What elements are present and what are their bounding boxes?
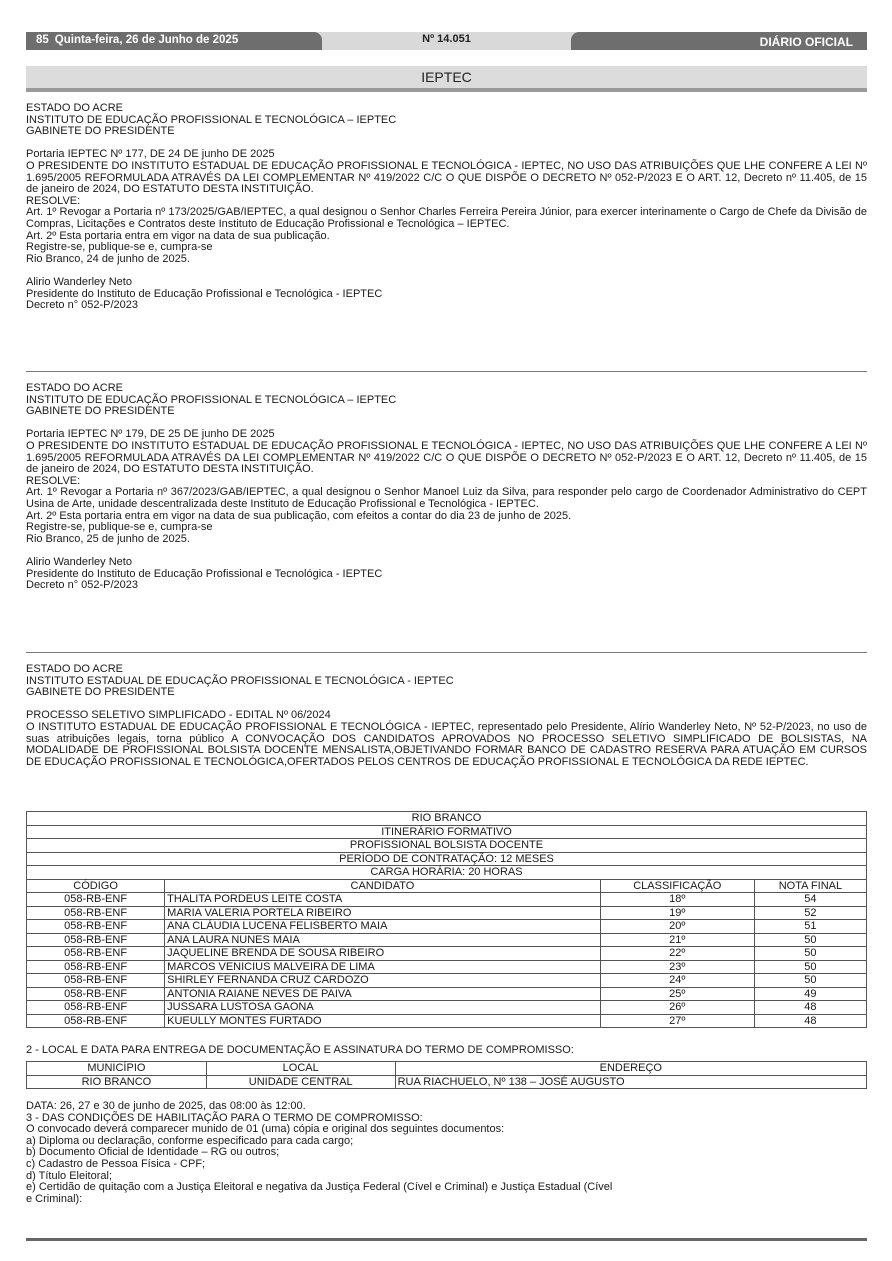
section-title: IEPTEC — [26, 66, 867, 92]
table-row — [27, 893, 867, 907]
journal-name: DIÁRIO OFICIAL — [759, 35, 853, 49]
cell-candidato: JUSSARA LUSTOSA GAONA — [165, 1001, 601, 1015]
doc-item: b) Documento Oficial de Identidade – RG ou outros; — [26, 1146, 280, 1159]
cell-endereco: RUA RIACHUELO, Nº 138 – JOSÉ AUGUSTO — [395, 1075, 866, 1089]
org-line: GABINETE DO PRESIDENTE — [26, 405, 175, 418]
caption-row: PROFISSIONAL BOLSISTA DOCENTE — [27, 839, 867, 853]
table-row — [27, 920, 867, 934]
cell-codigo: 058-RB-ENF — [27, 974, 165, 988]
edital-preamble: O INSTITUTO ESTADUAL DE EDUCAÇÃO PROFISSIONAL E TECNOLÓGICA - IEPTEC, representado pelo Presidente, Alírio Wanderley Neto, Nº 52-P/2023, no uso de suas atribuições legais, torna público A CONVOCAÇÃO DOS CANDIDATOS APROVADOS NO PROCESSO SELETIVO SIMPLIFICADO DE BOLSISTAS, NA MODALIDADE DE PROFISSIONAL BOLSISTA DOCENTE MENSALISTA,OBJETIVANDO FORMAR BANCO DE CADASTRO RESERVA PARA ATUAÇÃO EM CURSOS DE EDUCAÇÃO PROFISSIONAL E TECNOLÓGICA,OFERTADOS PELOS CENTROS DE EDUCAÇÃO PROFISSIONAL E TECNOLÓGICA DA REDE IEPTEC. — [26, 720, 867, 768]
portaria-179 — [26, 383, 867, 592]
divider — [26, 652, 867, 653]
signer-role: Presidente do Instituto de Educação Profissional e Tecnológica - IEPTEC — [26, 567, 383, 580]
resolve-label: RESOLVE: — [26, 194, 81, 207]
table-row — [27, 1001, 867, 1015]
article-1: Art. 1º Revogar a Portaria nº 173/2025/GAB/IEPTEC, a qual designou o Senhor Charles Ferreira Pereira Júnior, para exercer interinamente o Cargo de Chefe da Divisão de Compras, Licitações e Contratos deste Instituto de Educação Profissional e Tecnológica – IEPTEC. — [26, 206, 867, 230]
cell-classificacao: 26º — [600, 1001, 754, 1015]
cell-classificacao: 19º — [600, 906, 754, 920]
doc-item: e) Certidão de quitação com a Justiça Eleitoral e negativa da Justiça Federal (Cível e Criminal) e Justiça Estadual (Cível — [26, 1181, 613, 1194]
portaria-title: Portaria IEPTEC Nº 179, DE 25 DE junho DE 2025 — [26, 428, 275, 441]
cell-codigo: 058-RB-ENF — [27, 947, 165, 961]
cell-municipio: RIO BRANCO — [27, 1075, 207, 1089]
table-row — [27, 960, 867, 974]
caption-row: RIO BRANCO — [27, 812, 867, 826]
candidates-table — [26, 811, 867, 1028]
cell-candidato: THALITA PORDEUS LEITE COSTA — [165, 893, 601, 907]
table-row — [27, 1014, 867, 1028]
doc-item: c) Cadastro de Pessoa Física - CPF; — [26, 1157, 206, 1170]
place-date: Rio Branco, 24 de junho de 2025. — [26, 252, 190, 265]
table-row — [27, 906, 867, 920]
cell-nota: 50 — [754, 960, 866, 974]
article-1: Art. 1º Revogar a Portaria nº 367/2023/GAB/IEPTEC, a qual designou o Senhor Manoel Luiz da Silva, para responder pelo cargo de Coordenador Administrativo do CEPT Usina de Arte, unidade descentralizada deste Instituto de Educação Profissional e Tecnológica - IEPTEC. — [26, 486, 867, 510]
cell-nota: 49 — [754, 987, 866, 1001]
cell-codigo: 058-RB-ENF — [27, 933, 165, 947]
signer-name: Alirio Wanderley Neto — [26, 555, 132, 568]
resolve-label: RESOLVE: — [26, 474, 81, 487]
portaria-title: Portaria IEPTEC Nº 177, DE 24 DE junho DE 2025 — [26, 148, 275, 161]
cell-nota: 50 — [754, 947, 866, 961]
section-3-intro: O convocado deverá comparecer munido de 01 (uma) cópia e original dos seguintes documentos: — [26, 1123, 505, 1136]
org-line: INSTITUTO ESTADUAL DE EDUCAÇÃO PROFISSIONAL E TECNOLÓGICA - IEPTEC — [26, 674, 454, 687]
caption-row: ITINERÁRIO FORMATIVO — [27, 825, 867, 839]
cell-classificacao: 27º — [600, 1014, 754, 1028]
header-date: Quinta-feira, 26 de Junho de 2025 — [54, 34, 239, 46]
cell-candidato: SHIRLEY FERNANDA CRUZ CARDOZO — [165, 974, 601, 988]
cell-nota: 54 — [754, 893, 866, 907]
signer-decree: Decreto n° 052-P/2023 — [26, 579, 139, 592]
date-line: DATA: 26, 27 e 30 de junho de 2025, das 08:00 às 12:00. — [26, 1100, 306, 1112]
signer-role: Presidente do Instituto de Educação Profissional e Tecnológica - IEPTEC — [26, 287, 383, 300]
cell-classificacao: 24º — [600, 974, 754, 988]
edital-06-2024 — [26, 664, 867, 768]
col-header: CANDIDATO — [165, 879, 601, 893]
cell-classificacao: 25º — [600, 987, 754, 1001]
cell-candidato: MARCOS VENICIUS MALVEIRA DE LIMA — [165, 960, 601, 974]
col-header: CLASSIFICAÇÃO — [600, 879, 754, 893]
section-2-title: 2 - LOCAL E DATA PARA ENTREGA DE DOCUMENTAÇÃO E ASSINATURA DO TERMO DE COMPROMISSO: — [26, 1044, 574, 1056]
col-header: ENDEREÇO — [395, 1062, 866, 1076]
portaria-177 — [26, 103, 867, 312]
table-row — [27, 974, 867, 988]
org-line: ESTADO DO ACRE — [26, 382, 123, 394]
header-row — [27, 879, 867, 893]
cell-classificacao: 23º — [600, 960, 754, 974]
table-row — [27, 987, 867, 1001]
table-row — [27, 947, 867, 961]
cell-codigo: 058-RB-ENF — [27, 1001, 165, 1015]
local-table — [26, 1061, 867, 1089]
cell-codigo: 058-RB-ENF — [27, 920, 165, 934]
article-2: Art. 2º Esta portaria entra em vigor na data de sua publicação. — [26, 229, 330, 242]
cell-nota: 48 — [754, 1014, 866, 1028]
caption-row: CARGA HORÁRIA: 20 HORAS — [27, 866, 867, 880]
doc-item: a) Diploma ou declaração, conforme especificado para cada cargo; — [26, 1134, 354, 1147]
closing: Registre-se, publique-se e, cumpra-se — [26, 521, 213, 534]
cell-nota: 52 — [754, 906, 866, 920]
table-row — [27, 933, 867, 947]
cell-candidato: ANTONIA RAIANE NEVES DE PAIVA — [165, 987, 601, 1001]
issue-number: Nº 14.051 — [422, 33, 471, 45]
col-header: CÓDIGO — [27, 879, 165, 893]
cell-codigo: 058-RB-ENF — [27, 987, 165, 1001]
cell-candidato: ANA LAURA NUNES MAIA — [165, 933, 601, 947]
col-header: MUNICÍPIO — [27, 1062, 207, 1076]
org-line: ESTADO DO ACRE — [26, 102, 123, 114]
header-row — [27, 1062, 867, 1076]
cell-nota: 50 — [754, 933, 866, 947]
col-header: LOCAL — [206, 1062, 395, 1076]
cell-nota: 51 — [754, 920, 866, 934]
edital-title: PROCESSO SELETIVO SIMPLIFICADO - EDITAL Nº 06/2024 — [26, 709, 331, 722]
cell-candidato: JAQUELINE BRENDA DE SOUSA RIBEIRO — [165, 947, 601, 961]
cell-candidato: KUEULLY MONTES FURTADO — [165, 1014, 601, 1028]
cell-classificacao: 20º — [600, 920, 754, 934]
cell-classificacao: 18º — [600, 893, 754, 907]
caption-row: PERÍODO DE CONTRATAÇÃO: 12 MESES — [27, 852, 867, 866]
cell-codigo: 058-RB-ENF — [27, 893, 165, 907]
org-line: INSTITUTO DE EDUCAÇÃO PROFISSIONAL E TECNOLÓGICA – IEPTEC — [26, 113, 397, 126]
cell-codigo: 058-RB-ENF — [27, 906, 165, 920]
closing: Registre-se, publique-se e, cumpra-se — [26, 241, 213, 254]
cell-local: UNIDADE CENTRAL — [206, 1075, 395, 1089]
signer-name: Alirio Wanderley Neto — [26, 275, 132, 288]
cell-classificacao: 22º — [600, 947, 754, 961]
cell-candidato: ANA CLÁUDIA LUCENA FELISBERTO MAIA — [165, 920, 601, 934]
table-row — [27, 1075, 867, 1089]
col-header: NOTA FINAL — [754, 879, 866, 893]
cell-codigo: 058-RB-ENF — [27, 960, 165, 974]
cell-classificacao: 21º — [600, 933, 754, 947]
org-line: ESTADO DO ACRE — [26, 663, 123, 675]
preamble: O PRESIDENTE DO INSTITUTO ESTADUAL DE EDUCAÇÃO PROFISSIONAL E TECNOLÓGICA - IEPTEC, NO USO DAS ATRIBUIÇÕES QUE LHE CONFERE A LEI Nº 1.695/2005 REFORMULADA ATRAVÉS DA LEI COMPLEMENTAR Nº 419/2022 C/C O QUE DISPÕE O DECRETO Nº 052-P/2023 E O ART. 12, Decreto nº 11.405, de 15 de janeiro de 2024, DO ESTATUTO DESTA INSTITUIÇÃO. — [26, 159, 867, 196]
org-line: INSTITUTO DE EDUCAÇÃO PROFISSIONAL E TECNOLÓGICA – IEPTEC — [26, 393, 397, 406]
article-2: Art. 2º Esta portaria entra em vigor na data de sua publicação, com efeitos a contar do dia 23 de junho de 2025. — [26, 509, 572, 522]
preamble: O PRESIDENTE DO INSTITUTO ESTADUAL DE EDUCAÇÃO PROFISSIONAL E TECNOLÓGICA - IEPTEC, NO USO DAS ATRIBUIÇÕES QUE LHE CONFERE A LEI Nº 1.695/2005 REFORMULADA ATRAVÉS DA LEI COMPLEMENTAR Nº 419/2022 C/C O QUE DISPÕE O DECRETO Nº 052-P/2023 E O ART. 12, Decreto nº 11.405, de 15 de janeiro de 2024, DO ESTATUTO DESTA INSTITUIÇÃO. — [26, 439, 867, 476]
section-3 — [26, 1101, 867, 1205]
cell-codigo: 058-RB-ENF — [27, 1014, 165, 1028]
doc-item: e Criminal): — [26, 1192, 83, 1205]
footer-rule — [26, 1238, 867, 1241]
signer-decree: Decreto n° 052-P/2023 — [26, 299, 139, 312]
cell-nota: 50 — [754, 974, 866, 988]
cell-candidato: MARIA VALERIA PORTELA RIBEIRO — [165, 906, 601, 920]
divider — [26, 371, 867, 372]
doc-item: d) Título Eleitoral; — [26, 1169, 113, 1182]
cell-nota: 48 — [754, 1001, 866, 1015]
section-3-title: 3 - DAS CONDIÇÕES DE HABILITAÇÃO PARA O TERMO DE COMPROMISSO: — [26, 1111, 423, 1124]
place-date: Rio Branco, 25 de junho de 2025. — [26, 532, 190, 545]
page-header — [26, 32, 867, 50]
page-number: 85 — [36, 34, 49, 46]
org-line: GABINETE DO PRESIDENTE — [26, 686, 175, 699]
org-line: GABINETE DO PRESIDENTE — [26, 125, 175, 138]
